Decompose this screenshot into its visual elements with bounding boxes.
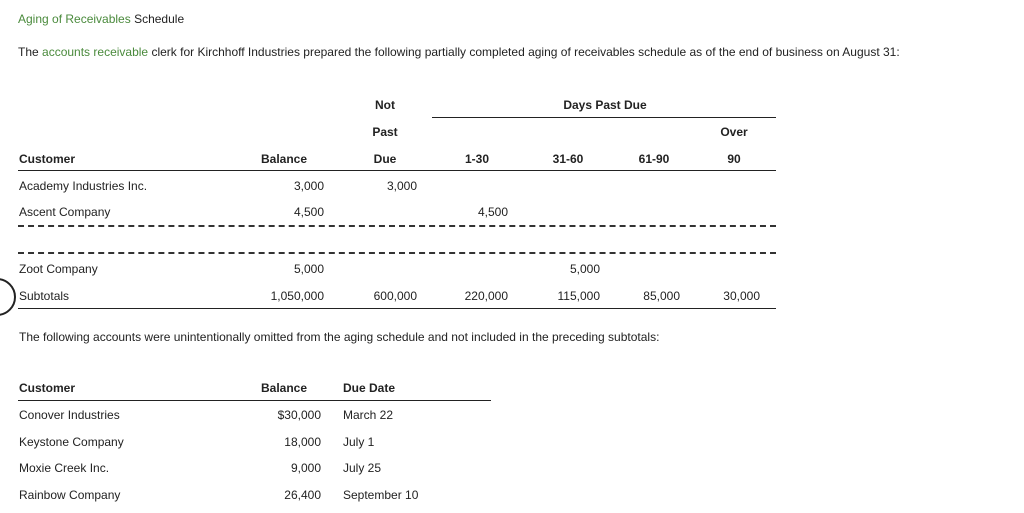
- header-rule: [18, 170, 776, 171]
- omitted-header-balance: Balance: [261, 381, 308, 395]
- header-61-90: 61-90: [638, 152, 670, 166]
- omitted-paragraph: The following accounts were unintentionally omitted from the aging schedule and not included in the preceding subtotals:: [19, 330, 660, 344]
- intro-paragraph: The accounts receivable clerk for Kirchhoff Industries prepared the following partially completed aging of receivables schedule as of the end of business on August 31:: [18, 45, 900, 59]
- dashed-separator-top: [18, 225, 776, 227]
- page-title: [18, 12, 184, 26]
- header-balance: Balance: [261, 152, 308, 166]
- title-rest: Schedule: [134, 12, 185, 26]
- header-days-past-due: Days Past Due: [563, 98, 647, 112]
- accounts-receivable-link[interactable]: accounts receivable: [42, 45, 149, 59]
- header-past: Past: [372, 125, 398, 139]
- header-90: 90: [727, 152, 741, 166]
- omitted-header-rule: [18, 400, 491, 401]
- dashed-separator-bottom: [18, 252, 776, 254]
- row-marker-circle[interactable]: [0, 278, 16, 316]
- header-over: Over: [720, 125, 748, 139]
- days-past-due-rule: [432, 117, 776, 118]
- header-due: Due: [373, 152, 397, 166]
- header-not: Not: [375, 98, 395, 112]
- subtotals-rule: [18, 308, 776, 309]
- header-customer: Customer: [19, 152, 76, 166]
- omitted-header-customer: Customer: [19, 381, 76, 395]
- omitted-header-due-date: Due Date: [343, 381, 396, 395]
- title-link[interactable]: Aging of Receivables: [18, 12, 131, 26]
- header-1-30: 1-30: [464, 152, 490, 166]
- header-31-60: 31-60: [552, 152, 584, 166]
